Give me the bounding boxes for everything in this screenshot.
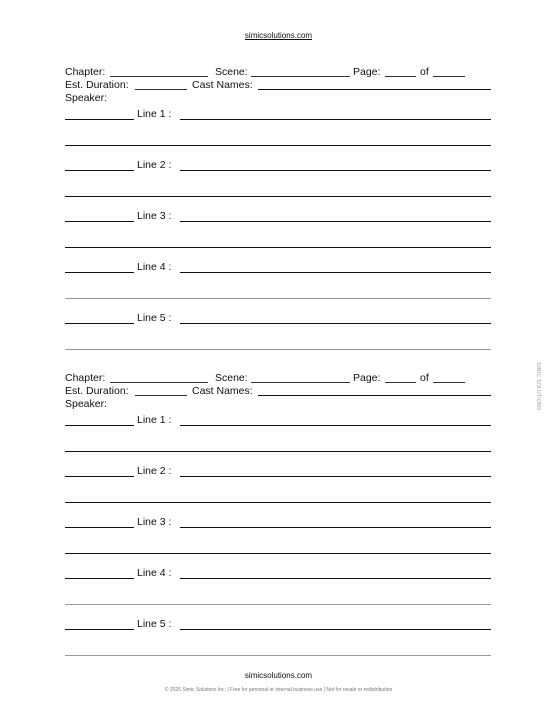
scene-blank[interactable] [251, 76, 350, 77]
chapter-blank[interactable] [110, 76, 208, 77]
line-blank[interactable] [180, 221, 491, 222]
line-label: Line 2 : [137, 465, 172, 477]
cast-label: Cast Names: [192, 79, 253, 91]
speaker-blank[interactable] [65, 170, 134, 171]
cast-label: Cast Names: [192, 385, 253, 397]
chapter-label: Chapter: [65, 372, 106, 384]
line-label: Line 1 : [137, 414, 172, 426]
chapter-blank[interactable] [110, 382, 208, 383]
side-watermark: SIMIC SOLUTIONS [535, 362, 541, 411]
duration-label: Est. Duration: [65, 79, 129, 91]
line-blank[interactable] [180, 323, 491, 324]
line-continuation-blank[interactable] [65, 655, 491, 656]
duration-blank[interactable] [135, 395, 187, 396]
line-blank[interactable] [180, 170, 491, 171]
speaker-blank[interactable] [65, 272, 134, 273]
line-blank[interactable] [180, 578, 491, 579]
header-row-2 [65, 79, 491, 92]
line-continuation-blank[interactable] [65, 604, 491, 605]
speaker-blank[interactable] [65, 476, 134, 477]
line-label: Line 5 : [137, 312, 172, 324]
line-label: Line 4 : [137, 567, 172, 579]
line-continuation-blank[interactable] [65, 145, 491, 146]
script-section-2 [65, 372, 491, 666]
speaker-blank[interactable] [65, 323, 134, 324]
chapter-label: Chapter: [65, 66, 106, 78]
header-row-3 [65, 92, 491, 105]
line-blank[interactable] [180, 272, 491, 273]
dialogue-line-3 [65, 513, 491, 564]
speaker-blank[interactable] [65, 119, 134, 120]
page-blank[interactable] [385, 76, 416, 77]
header-row-3 [65, 398, 491, 411]
of-label: of [420, 66, 429, 78]
scene-label: Scene: [215, 66, 248, 78]
speaker-blank[interactable] [65, 578, 134, 579]
line-blank[interactable] [180, 629, 491, 630]
line-continuation-blank[interactable] [65, 247, 491, 248]
page-blank[interactable] [385, 382, 416, 383]
dialogue-line-2 [65, 156, 491, 207]
dialogue-line-4 [65, 564, 491, 615]
line-continuation-blank[interactable] [65, 553, 491, 554]
line-continuation-blank[interactable] [65, 349, 491, 350]
scene-label: Scene: [215, 372, 248, 384]
header-row-1 [65, 372, 491, 385]
duration-blank[interactable] [135, 89, 187, 90]
line-label: Line 3 : [137, 516, 172, 528]
scene-blank[interactable] [251, 382, 350, 383]
line-continuation-blank[interactable] [65, 451, 491, 452]
line-label: Line 4 : [137, 261, 172, 273]
line-label: Line 3 : [137, 210, 172, 222]
script-section-1 [65, 66, 491, 360]
dialogue-line-2 [65, 462, 491, 513]
speaker-blank[interactable] [65, 629, 134, 630]
line-blank[interactable] [180, 425, 491, 426]
page-label: Page: [353, 372, 381, 384]
dialogue-line-5 [65, 615, 491, 666]
line-blank[interactable] [180, 476, 491, 477]
page-label: Page: [353, 66, 381, 78]
site-url-top[interactable]: simicsolutions.com [244, 31, 313, 40]
dialogue-line-1 [65, 105, 491, 156]
line-blank[interactable] [180, 527, 491, 528]
header-row-1 [65, 66, 491, 79]
header-row-2 [65, 385, 491, 398]
footer-note: © 2026 Simic Solutions Inc. | Free for personal or internal business use | Not for resale or redistribution [164, 687, 393, 693]
of-label: of [420, 372, 429, 384]
speaker-blank[interactable] [65, 425, 134, 426]
cast-blank[interactable] [258, 89, 491, 90]
dialogue-line-5 [65, 309, 491, 360]
line-label: Line 5 : [137, 618, 172, 630]
line-continuation-blank[interactable] [65, 196, 491, 197]
speaker-blank[interactable] [65, 527, 134, 528]
cast-blank[interactable] [258, 395, 491, 396]
speaker-blank[interactable] [65, 221, 134, 222]
line-label: Line 2 : [137, 159, 172, 171]
line-label: Line 1 : [137, 108, 172, 120]
line-continuation-blank[interactable] [65, 502, 491, 503]
duration-label: Est. Duration: [65, 385, 129, 397]
dialogue-line-1 [65, 411, 491, 462]
page-total-blank[interactable] [433, 76, 465, 77]
page-total-blank[interactable] [433, 382, 465, 383]
site-url-bottom[interactable]: simicsolutions.com [244, 671, 313, 680]
speaker-label: Speaker: [65, 398, 108, 410]
line-continuation-blank[interactable] [65, 298, 491, 299]
dialogue-line-3 [65, 207, 491, 258]
dialogue-line-4 [65, 258, 491, 309]
line-blank[interactable] [180, 119, 491, 120]
speaker-label: Speaker: [65, 92, 108, 104]
